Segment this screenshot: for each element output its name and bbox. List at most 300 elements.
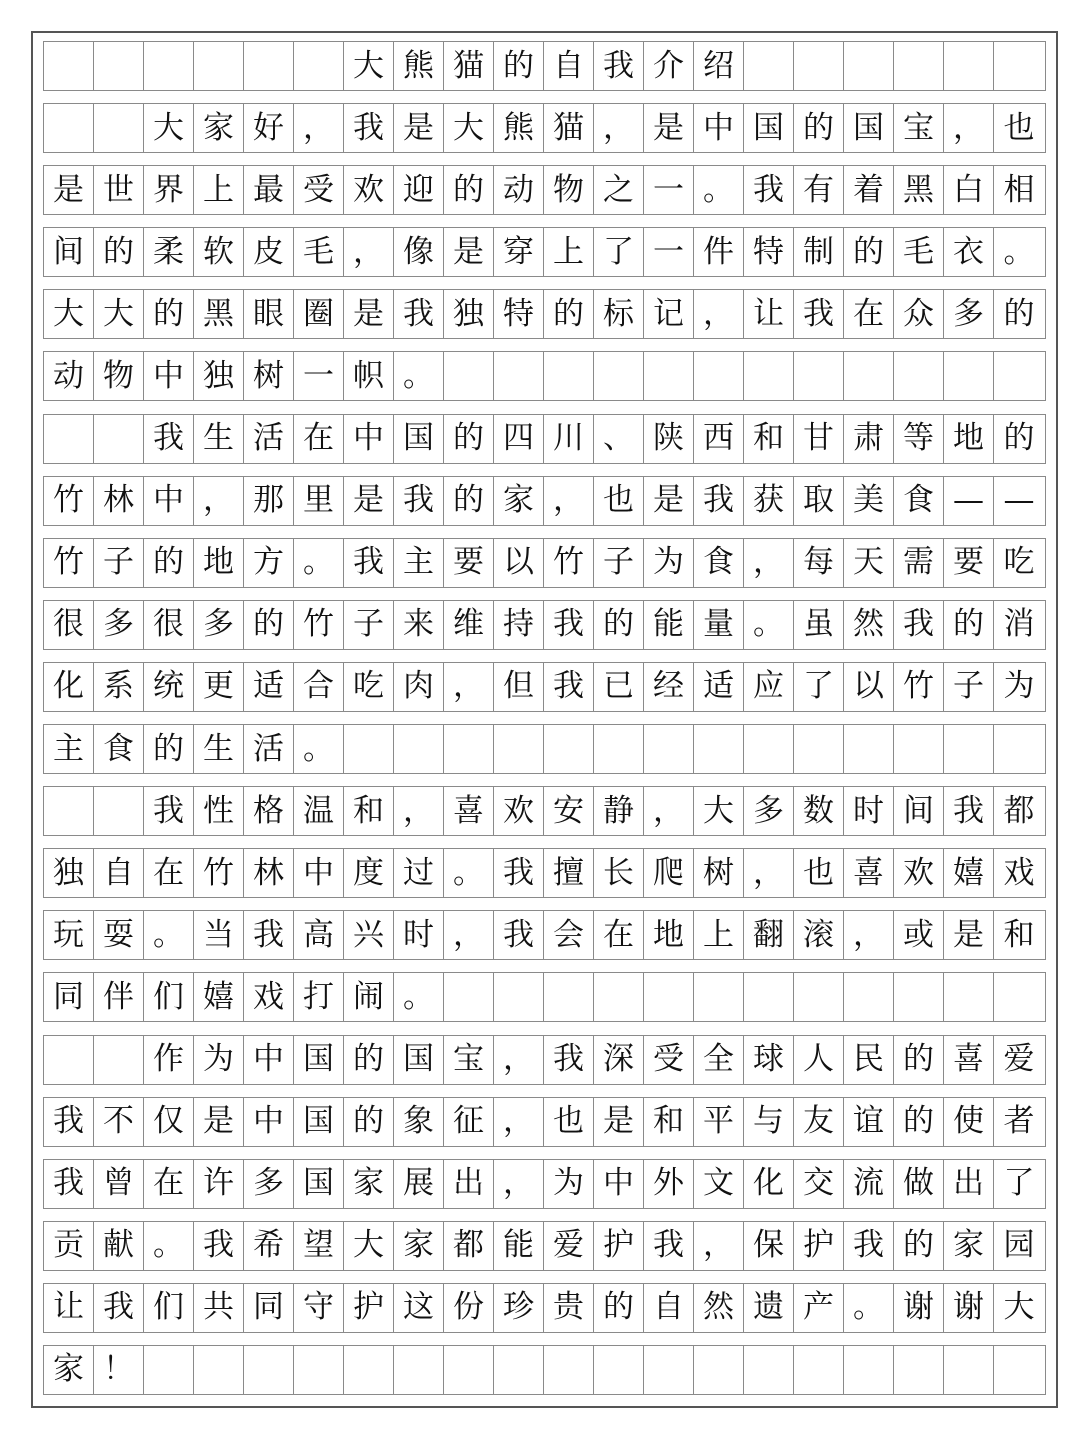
- grid-cell: 和: [344, 787, 394, 835]
- grid-cell: 我: [844, 1222, 894, 1270]
- grid-cell: [344, 725, 394, 773]
- grid-cell: [994, 1346, 1044, 1394]
- grid-cell: 贡: [44, 1222, 94, 1270]
- grid-cell: 吃: [344, 663, 394, 711]
- grid-cell: 是: [944, 911, 994, 959]
- grid-cell: 竹: [44, 477, 94, 525]
- grid-cell: 大: [1003, 1289, 1035, 1326]
- grid-cell: 多: [94, 601, 144, 649]
- grid-cell: 主: [44, 725, 94, 773]
- grid-cell: 。: [844, 1284, 894, 1332]
- grid-cell: [294, 42, 344, 90]
- text-row: [43, 662, 1046, 712]
- text-row: [43, 910, 1046, 960]
- grid-cell: 竹: [544, 539, 594, 587]
- grid-cell: 我: [694, 477, 744, 525]
- grid-cell: 国: [394, 1036, 444, 1084]
- grid-cell: 国: [744, 104, 794, 152]
- grid-cell: 高: [294, 911, 344, 959]
- grid-cell: 然: [844, 601, 894, 649]
- grid-cell: [994, 973, 1044, 1021]
- grid-cell: 很: [44, 601, 94, 649]
- grid-cell: 护: [794, 1222, 844, 1270]
- grid-cell: [44, 42, 94, 90]
- grid-cell: 作: [144, 1036, 194, 1084]
- grid-cell: ，: [694, 290, 744, 338]
- grid-cell: 擅: [544, 849, 594, 897]
- grid-cell: 的: [144, 290, 194, 338]
- grid-cell: [894, 1346, 944, 1394]
- grid-cell: 们: [144, 973, 194, 1021]
- grid-cell: 欢: [894, 849, 944, 897]
- grid-cell: 们: [144, 1284, 194, 1332]
- grid-cell: 天: [844, 539, 894, 587]
- grid-cell: [794, 352, 844, 400]
- grid-cell: 中: [244, 1098, 294, 1146]
- grid-cell: 当: [194, 911, 244, 959]
- grid-cell: ，: [394, 787, 444, 835]
- grid-cell: 我: [644, 1222, 694, 1270]
- grid-cell: 中: [144, 352, 194, 400]
- grid-cell: ，: [444, 663, 494, 711]
- grid-cell: 是: [44, 166, 94, 214]
- grid-cell: [444, 973, 494, 1021]
- grid-cell: 上: [694, 911, 744, 959]
- grid-cell: 的: [494, 42, 544, 90]
- grid-cell: 性: [194, 787, 244, 835]
- grid-cell: 生: [194, 725, 244, 773]
- grid-cell: 西: [694, 415, 744, 463]
- grid-cell: 中: [244, 1036, 294, 1084]
- grid-cell: [144, 42, 194, 90]
- grid-cell: 与: [744, 1098, 794, 1146]
- grid-cell: 衣: [944, 228, 994, 276]
- grid-cell: 仅: [144, 1098, 194, 1146]
- grid-cell: 猫: [544, 104, 594, 152]
- grid-cell: [194, 42, 244, 90]
- grid-cell: —: [944, 477, 994, 525]
- grid-cell: 适: [694, 663, 744, 711]
- grid-cell: 我: [394, 290, 444, 338]
- grid-cell: 爱: [544, 1222, 594, 1270]
- grid-cell: 大: [144, 104, 194, 152]
- grid-cell: 每: [794, 539, 844, 587]
- grid-cell: 守: [294, 1284, 344, 1332]
- grid-cell: [494, 725, 544, 773]
- grid-cell: 。: [144, 911, 194, 959]
- grid-cell: 等: [894, 415, 944, 463]
- grid-cell: 一: [294, 352, 344, 400]
- grid-cell: 需: [894, 539, 944, 587]
- grid-cell: 是: [394, 104, 444, 152]
- grid-cell: 生: [194, 415, 244, 463]
- grid-cell: 地: [644, 911, 694, 959]
- grid-cell: 之: [594, 166, 644, 214]
- grid-cell: 大: [694, 787, 744, 835]
- grid-cell: 珍: [494, 1284, 544, 1332]
- grid-cell: 静: [594, 787, 644, 835]
- grid-cell: 我: [794, 290, 844, 338]
- grid-cell: 在: [594, 911, 644, 959]
- grid-cell: 温: [294, 787, 344, 835]
- grid-cell: 。: [694, 166, 744, 214]
- grid-cell: [94, 104, 144, 152]
- grid-cell: 和: [744, 415, 794, 463]
- grid-cell: 数: [794, 787, 844, 835]
- grid-cell: 我: [394, 477, 444, 525]
- grid-cell: [444, 1346, 494, 1394]
- grid-cell: 化: [744, 1160, 794, 1208]
- grid-cell: 的: [444, 477, 494, 525]
- grid-cell: 我: [194, 1222, 244, 1270]
- grid-cell: [744, 352, 794, 400]
- grid-cell: 园: [1003, 1227, 1035, 1264]
- grid-cell: 国: [294, 1098, 344, 1146]
- grid-cell: 介: [644, 42, 694, 90]
- grid-cell: 谊: [844, 1098, 894, 1146]
- grid-cell: 是: [644, 104, 694, 152]
- grid-cell: 我: [344, 539, 394, 587]
- grid-cell: [144, 1346, 194, 1394]
- grid-cell: 多: [944, 290, 994, 338]
- grid-cell: [644, 1346, 694, 1394]
- grid-cell: 食: [694, 539, 744, 587]
- title-row: [43, 41, 1046, 91]
- grid-cell: 消: [1003, 606, 1035, 643]
- grid-cell: 在: [844, 290, 894, 338]
- grid-cell: 地: [194, 539, 244, 587]
- grid-cell: 嬉: [944, 849, 994, 897]
- grid-cell: 系: [94, 663, 144, 711]
- grid-cell: ，: [944, 104, 994, 152]
- grid-cell: 的: [594, 601, 644, 649]
- text-row: [43, 289, 1046, 339]
- grid-cell: 竹: [44, 539, 94, 587]
- grid-cell: 同: [44, 973, 94, 1021]
- grid-cell: ，: [194, 477, 244, 525]
- grid-cell: 的: [144, 539, 194, 587]
- grid-cell: 的: [844, 228, 894, 276]
- grid-cell: [94, 42, 144, 90]
- grid-cell: 能: [644, 601, 694, 649]
- grid-cell: 了: [594, 228, 644, 276]
- grid-cell: 那: [244, 477, 294, 525]
- grid-cell: 为: [194, 1036, 244, 1084]
- grid-cell: 化: [44, 663, 94, 711]
- grid-cell: 中: [694, 104, 744, 152]
- grid-cell: 象: [394, 1098, 444, 1146]
- grid-cell: 在: [144, 849, 194, 897]
- grid-cell: 伴: [94, 973, 144, 1021]
- grid-cell: [644, 973, 694, 1021]
- grid-cell: 谢: [944, 1284, 994, 1332]
- grid-cell: 记: [644, 290, 694, 338]
- grid-cell: 闹: [344, 973, 394, 1021]
- grid-cell: [94, 415, 144, 463]
- grid-cell: ，: [344, 228, 394, 276]
- grid-cell: [694, 1346, 744, 1394]
- grid-cell: 但: [494, 663, 544, 711]
- grid-cell: 是: [194, 1098, 244, 1146]
- grid-cell: 里: [294, 477, 344, 525]
- grid-cell: 家: [494, 477, 544, 525]
- grid-cell: 熊: [494, 104, 544, 152]
- grid-cell: 食: [894, 477, 944, 525]
- grid-cell: 戏: [1003, 854, 1035, 891]
- grid-cell: 的: [444, 415, 494, 463]
- grid-cell: 大: [44, 290, 94, 338]
- grid-cell: 希: [244, 1222, 294, 1270]
- grid-cell: 能: [494, 1222, 544, 1270]
- text-row: [43, 165, 1046, 215]
- grid-cell: [744, 725, 794, 773]
- grid-cell: 黑: [194, 290, 244, 338]
- grid-cell: 持: [494, 601, 544, 649]
- grid-cell: 护: [344, 1284, 394, 1332]
- grid-cell: 我: [144, 787, 194, 835]
- grid-cell: 做: [894, 1160, 944, 1208]
- grid-cell: 家: [944, 1222, 994, 1270]
- text-row: [43, 786, 1046, 836]
- grid-cell: 柔: [144, 228, 194, 276]
- grid-cell: 征: [444, 1098, 494, 1146]
- grid-cell: [644, 352, 694, 400]
- grid-cell: 树: [244, 352, 294, 400]
- grid-cell: [844, 1346, 894, 1394]
- grid-cell: 是: [344, 290, 394, 338]
- grid-cell: 上: [194, 166, 244, 214]
- grid-cell: ，: [644, 787, 694, 835]
- grid-cell: [294, 1346, 344, 1394]
- grid-cell: 活: [244, 415, 294, 463]
- grid-cell: 竹: [294, 601, 344, 649]
- grid-cell: [944, 1346, 994, 1394]
- grid-cell: 白: [944, 166, 994, 214]
- grid-cell: 产: [794, 1284, 844, 1332]
- grid-cell: 了: [794, 663, 844, 711]
- grid-cell: 很: [144, 601, 194, 649]
- grid-cell: [694, 352, 744, 400]
- grid-cell: 家: [194, 104, 244, 152]
- grid-cell: [44, 415, 94, 463]
- grid-cell: 大: [94, 290, 144, 338]
- grid-cell: 世: [94, 166, 144, 214]
- grid-cell: 动: [44, 352, 94, 400]
- grid-cell: [894, 42, 944, 90]
- grid-cell: 也: [794, 849, 844, 897]
- grid-cell: 取: [794, 477, 844, 525]
- grid-cell: 相: [1003, 171, 1035, 208]
- grid-cell: 合: [294, 663, 344, 711]
- grid-cell: 欢: [494, 787, 544, 835]
- grid-cell: 在: [294, 415, 344, 463]
- grid-cell: [944, 352, 994, 400]
- grid-cell: 兴: [344, 911, 394, 959]
- grid-cell: 献: [94, 1222, 144, 1270]
- grid-cell: 美: [844, 477, 894, 525]
- grid-cell: 戏: [244, 973, 294, 1021]
- grid-cell: 中: [144, 477, 194, 525]
- grid-cell: 自: [94, 849, 144, 897]
- grid-cell: 友: [794, 1098, 844, 1146]
- grid-cell: 我: [144, 415, 194, 463]
- grid-cell: 也: [594, 477, 644, 525]
- grid-cell: 子: [94, 539, 144, 587]
- grid-cell: 格: [244, 787, 294, 835]
- grid-cell: [944, 973, 994, 1021]
- grid-cell: 多: [194, 601, 244, 649]
- grid-cell: 特: [494, 290, 544, 338]
- grid-cell: 翻: [744, 911, 794, 959]
- grid-cell: 耍: [94, 911, 144, 959]
- grid-cell: [494, 352, 544, 400]
- grid-cell: 间: [44, 228, 94, 276]
- grid-cell: 也: [544, 1098, 594, 1146]
- grid-cell: 子: [344, 601, 394, 649]
- grid-cell: 大: [344, 1222, 394, 1270]
- grid-cell: 一: [644, 228, 694, 276]
- grid-cell: 上: [544, 228, 594, 276]
- grid-cell: 获: [744, 477, 794, 525]
- grid-cell: 宝: [894, 104, 944, 152]
- grid-cell: 或: [894, 911, 944, 959]
- grid-cell: 我: [244, 911, 294, 959]
- grid-cell: 要: [444, 539, 494, 587]
- grid-cell: 的: [1003, 295, 1035, 332]
- text-row: [43, 972, 1046, 1022]
- grid-cell: 我: [894, 601, 944, 649]
- grid-cell: 量: [694, 601, 744, 649]
- grid-cell: 全: [694, 1036, 744, 1084]
- grid-cell: 民: [844, 1036, 894, 1084]
- grid-cell: 。: [394, 973, 444, 1021]
- grid-cell: [344, 1346, 394, 1394]
- grid-cell: [244, 42, 294, 90]
- grid-cell: 这: [394, 1284, 444, 1332]
- text-row: [43, 1035, 1046, 1085]
- grid-cell: 树: [694, 849, 744, 897]
- grid-cell: 。: [1003, 233, 1035, 270]
- grid-cell: 的: [594, 1284, 644, 1332]
- grid-cell: [44, 104, 94, 152]
- grid-cell: [94, 787, 144, 835]
- grid-cell: ，: [294, 104, 344, 152]
- grid-cell: 的: [344, 1036, 394, 1084]
- grid-cell: 陕: [644, 415, 694, 463]
- grid-cell: 过: [394, 849, 444, 897]
- grid-cell: 我: [344, 104, 394, 152]
- grid-cell: 我: [544, 1036, 594, 1084]
- grid-cell: 嬉: [194, 973, 244, 1021]
- grid-cell: 。: [394, 352, 444, 400]
- grid-cell: 有: [794, 166, 844, 214]
- grid-cell: 地: [944, 415, 994, 463]
- grid-cell: 的: [94, 228, 144, 276]
- grid-cell: 了: [1003, 1165, 1035, 1202]
- grid-cell: 国: [394, 415, 444, 463]
- grid-cell: [844, 352, 894, 400]
- grid-cell: [744, 42, 794, 90]
- grid-cell: [594, 725, 644, 773]
- grid-cell: 穿: [494, 228, 544, 276]
- grid-cell: 是: [594, 1098, 644, 1146]
- grid-cell: 着: [844, 166, 894, 214]
- grid-cell: 件: [694, 228, 744, 276]
- grid-cell: 多: [744, 787, 794, 835]
- grid-cell: 以: [494, 539, 544, 587]
- grid-cell: ！: [94, 1346, 144, 1394]
- grid-cell: 家: [394, 1222, 444, 1270]
- grid-cell: 应: [744, 663, 794, 711]
- grid-cell: ，: [694, 1222, 744, 1270]
- writing-grid: [43, 41, 1046, 1407]
- grid-cell: [394, 725, 444, 773]
- grid-cell: 展: [394, 1160, 444, 1208]
- grid-cell: 众: [894, 290, 944, 338]
- grid-cell: 子: [944, 663, 994, 711]
- grid-cell: 文: [694, 1160, 744, 1208]
- grid-cell: 物: [94, 352, 144, 400]
- grid-cell: 独: [44, 849, 94, 897]
- grid-cell: 四: [494, 415, 544, 463]
- grid-cell: 曾: [94, 1160, 144, 1208]
- grid-cell: 以: [844, 663, 894, 711]
- grid-cell: 都: [1003, 792, 1035, 829]
- grid-cell: 喜: [944, 1036, 994, 1084]
- grid-cell: 是: [644, 477, 694, 525]
- grid-cell: 家: [44, 1346, 94, 1394]
- text-row: [43, 848, 1046, 898]
- grid-cell: 外: [644, 1160, 694, 1208]
- grid-cell: 宝: [444, 1036, 494, 1084]
- grid-cell: [794, 1346, 844, 1394]
- grid-cell: 我: [94, 1284, 144, 1332]
- grid-cell: 中: [294, 849, 344, 897]
- grid-cell: 也: [1003, 109, 1035, 146]
- grid-cell: 多: [244, 1160, 294, 1208]
- grid-cell: [544, 1346, 594, 1394]
- grid-cell: 中: [594, 1160, 644, 1208]
- grid-cell: 受: [644, 1036, 694, 1084]
- grid-cell: 软: [194, 228, 244, 276]
- grid-cell: 球: [744, 1036, 794, 1084]
- grid-cell: [894, 352, 944, 400]
- grid-cell: 独: [194, 352, 244, 400]
- grid-cell: 的: [894, 1098, 944, 1146]
- grid-cell: 不: [94, 1098, 144, 1146]
- grid-cell: 许: [194, 1160, 244, 1208]
- grid-cell: 喜: [844, 849, 894, 897]
- grid-cell: 熊: [394, 42, 444, 90]
- grid-cell: 已: [594, 663, 644, 711]
- grid-cell: 喜: [444, 787, 494, 835]
- grid-cell: [44, 787, 94, 835]
- grid-cell: [694, 725, 744, 773]
- grid-cell: 爬: [644, 849, 694, 897]
- grid-cell: 一: [644, 166, 694, 214]
- grid-cell: [244, 1346, 294, 1394]
- grid-cell: [644, 725, 694, 773]
- grid-cell: 的: [794, 104, 844, 152]
- grid-cell: 活: [244, 725, 294, 773]
- grid-cell: [444, 725, 494, 773]
- grid-cell: 最: [244, 166, 294, 214]
- grid-cell: [594, 973, 644, 1021]
- grid-cell: 来: [394, 601, 444, 649]
- grid-cell: 独: [444, 290, 494, 338]
- grid-cell: [44, 1036, 94, 1084]
- text-row: [43, 351, 1046, 401]
